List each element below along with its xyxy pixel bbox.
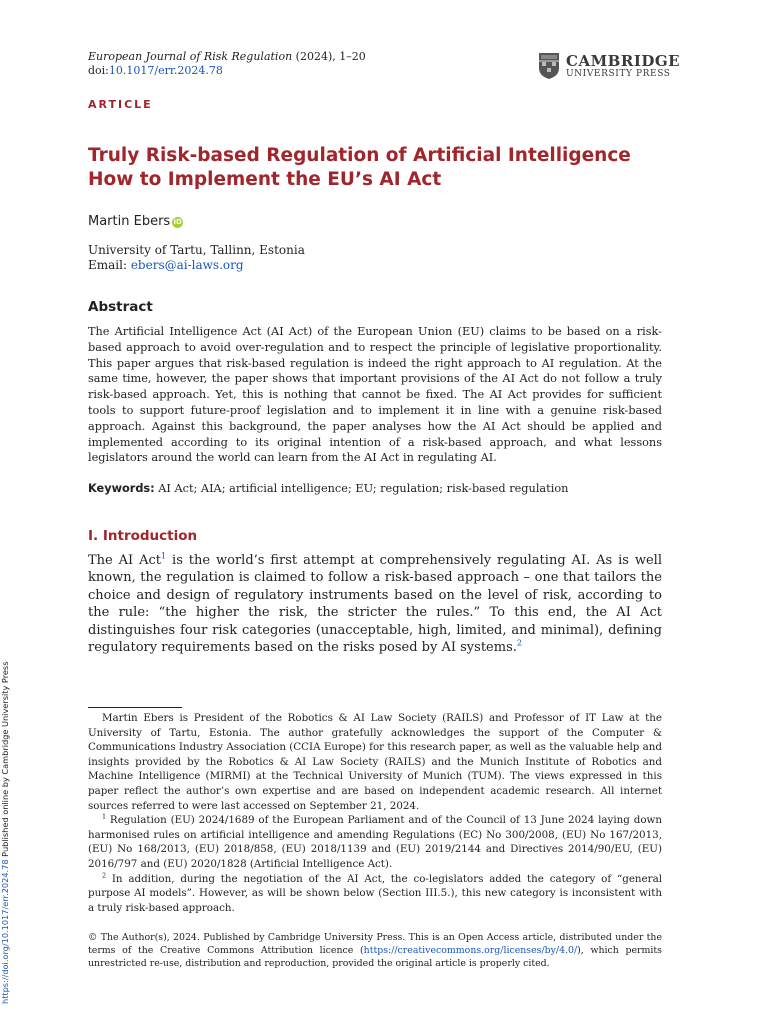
license-text-a: © The Author(s), 2024. Published by Cambridge University Press. This is an Open Access article, distributed under the terms of the Creative Commons Attribution licence (	[88, 932, 662, 956]
footnote-ref-1[interactable]: 1	[161, 551, 167, 561]
email-line	[88, 258, 305, 273]
journal-citation	[88, 50, 366, 64]
author-name: Martin Ebers	[88, 214, 171, 229]
email-label: Email:	[88, 258, 131, 272]
side-doi-link[interactable]: https://doi.org/10.1017/err.2024.78	[0, 859, 10, 1004]
side-publication-note	[0, 662, 10, 1004]
publisher-subname: UNIVERSITY PRESS	[566, 69, 671, 79]
license-statement	[88, 931, 662, 970]
abstract-text: The Artificial Intelligence Act (AI Act) of the European Union (EU) claims to be based on a risk-based approach to avoid over-regulation and to respect the principle of legislative proportionality. This paper argues that risk-based regulation is indeed the right approach to AI regulation. At the same time, however, the paper shows that important provisions of the AI Act do not follow a truly risk-based approach. Yet, this is nothing that cannot be fixed. The AI Act provides for sufficient tools to support future-proof legislation and to implement it in line with a genuine risk-based approach. Against this background, the paper analyses how the AI Act should be applied and implemented according to its original intention of a risk-based approach, and what lessons legislators around the world can learn from the AI Act in regulating AI.	[88, 325, 662, 465]
orcid-icon[interactable]: iD	[173, 218, 182, 226]
title-line-2: How to Implement the EU’s AI Act	[88, 169, 442, 190]
keywords-list: AI Act; AIA; artificial intelligence; EU; regulation; risk-based regulation	[154, 482, 569, 495]
journal-name: European Journal of Risk Regulation	[88, 50, 293, 63]
footnote-1-number: 1	[102, 812, 107, 821]
footnotes	[88, 711, 662, 915]
cambridge-shield-icon	[538, 52, 560, 80]
footnote-2-number: 2	[102, 871, 107, 880]
section-heading-introduction: I. Introduction	[88, 528, 198, 544]
affiliation: University of Tartu, Tallinn, Estonia	[88, 243, 305, 257]
footnote-2	[88, 872, 662, 916]
publisher-logo[interactable]	[538, 52, 681, 82]
publisher-name: CAMBRIDGE	[566, 52, 681, 70]
footnote-1	[88, 813, 662, 871]
footnote-1-text: Regulation (EU) 2024/1689 of the European Parliament and of the Council of 13 June 2024 laying down harmonised rules on artificial intelligence and amending Regulations (EC) No 300/2008, (EU) No 167/2013, (EU) No 168/2013, (EU) 2018/858, (EU) 2018/1139 and (EU) 2019/2144 and Directives 2014/90/EU, (EU) 2016/797 and (EU) 2020/1828 (Artificial Intelligence Act).	[88, 814, 662, 870]
license-link[interactable]: https://creativecommons.org/licenses/by/4.0/	[363, 945, 578, 956]
introduction-paragraph	[88, 552, 662, 656]
article-type-label: ARTICLE	[88, 98, 153, 111]
affiliation-block	[88, 243, 305, 273]
journal-year-pages: (2024), 1–20	[292, 50, 366, 63]
author-footnote: Martin Ebers is President of the Robotics & AI Law Society (RAILS) and Professor of IT Law at the University of Tartu, Estonia. The author gratefully acknowledges the support of the Computer & Communications Industry Association (CCIA Europe) for this research paper, as well as the valuable help and insights provided by the Robotics & AI Law Society (RAILS) and the Munich Institute of Robotics and Machine Intelligence (MIRMI) at the Technical University of Munich (TUM). The views expressed in this paper reflect the author’s own expertise and are based on independent academic research. All internet sources referred to were last accessed on September 21, 2024.	[88, 712, 662, 812]
abstract-heading: Abstract	[88, 299, 153, 315]
doi-line	[88, 64, 223, 78]
footnote-divider	[88, 707, 182, 708]
article-title	[88, 144, 688, 192]
license-text-b: ), which permits unrestricted re-use, distribution and reproduction, provided the original article is properly cited.	[88, 945, 662, 969]
footnote-ref-2[interactable]: 2	[516, 638, 522, 648]
intro-text-b: is the world’s first attempt at comprehensively regulating AI. As is well known, the regulation is claimed to follow a risk-based approach – one that tailors the choice and design of regulatory instruments based on the level of risk, according to the rule: “the higher the risk, the stricter the rules.” To this end, the AI Act distinguishes four risk categories (unacceptable, high, limited, and minimal), defining regulatory requirements based on the risks posed by AI systems.	[88, 553, 662, 656]
keywords-label: Keywords:	[88, 482, 155, 495]
keywords	[88, 481, 668, 496]
author-line	[88, 214, 183, 230]
doi-link[interactable]: 10.1017/err.2024.78	[108, 64, 223, 77]
intro-text-a: The AI Act	[88, 553, 161, 568]
title-line-1: Truly Risk-based Regulation of Artificial Intelligence	[88, 145, 631, 166]
doi-prefix: doi:	[88, 64, 109, 77]
side-published-text: Published online by Cambridge University Press	[0, 661, 10, 860]
email-link[interactable]: ebers@ai-laws.org	[130, 258, 244, 272]
footnote-2-text: In addition, during the negotiation of the AI Act, the co-legislators added the category of “general purpose AI models”. However, as will be shown below (Section III.5.), this new category is inconsistent with a truly risk-based approach.	[88, 872, 662, 914]
